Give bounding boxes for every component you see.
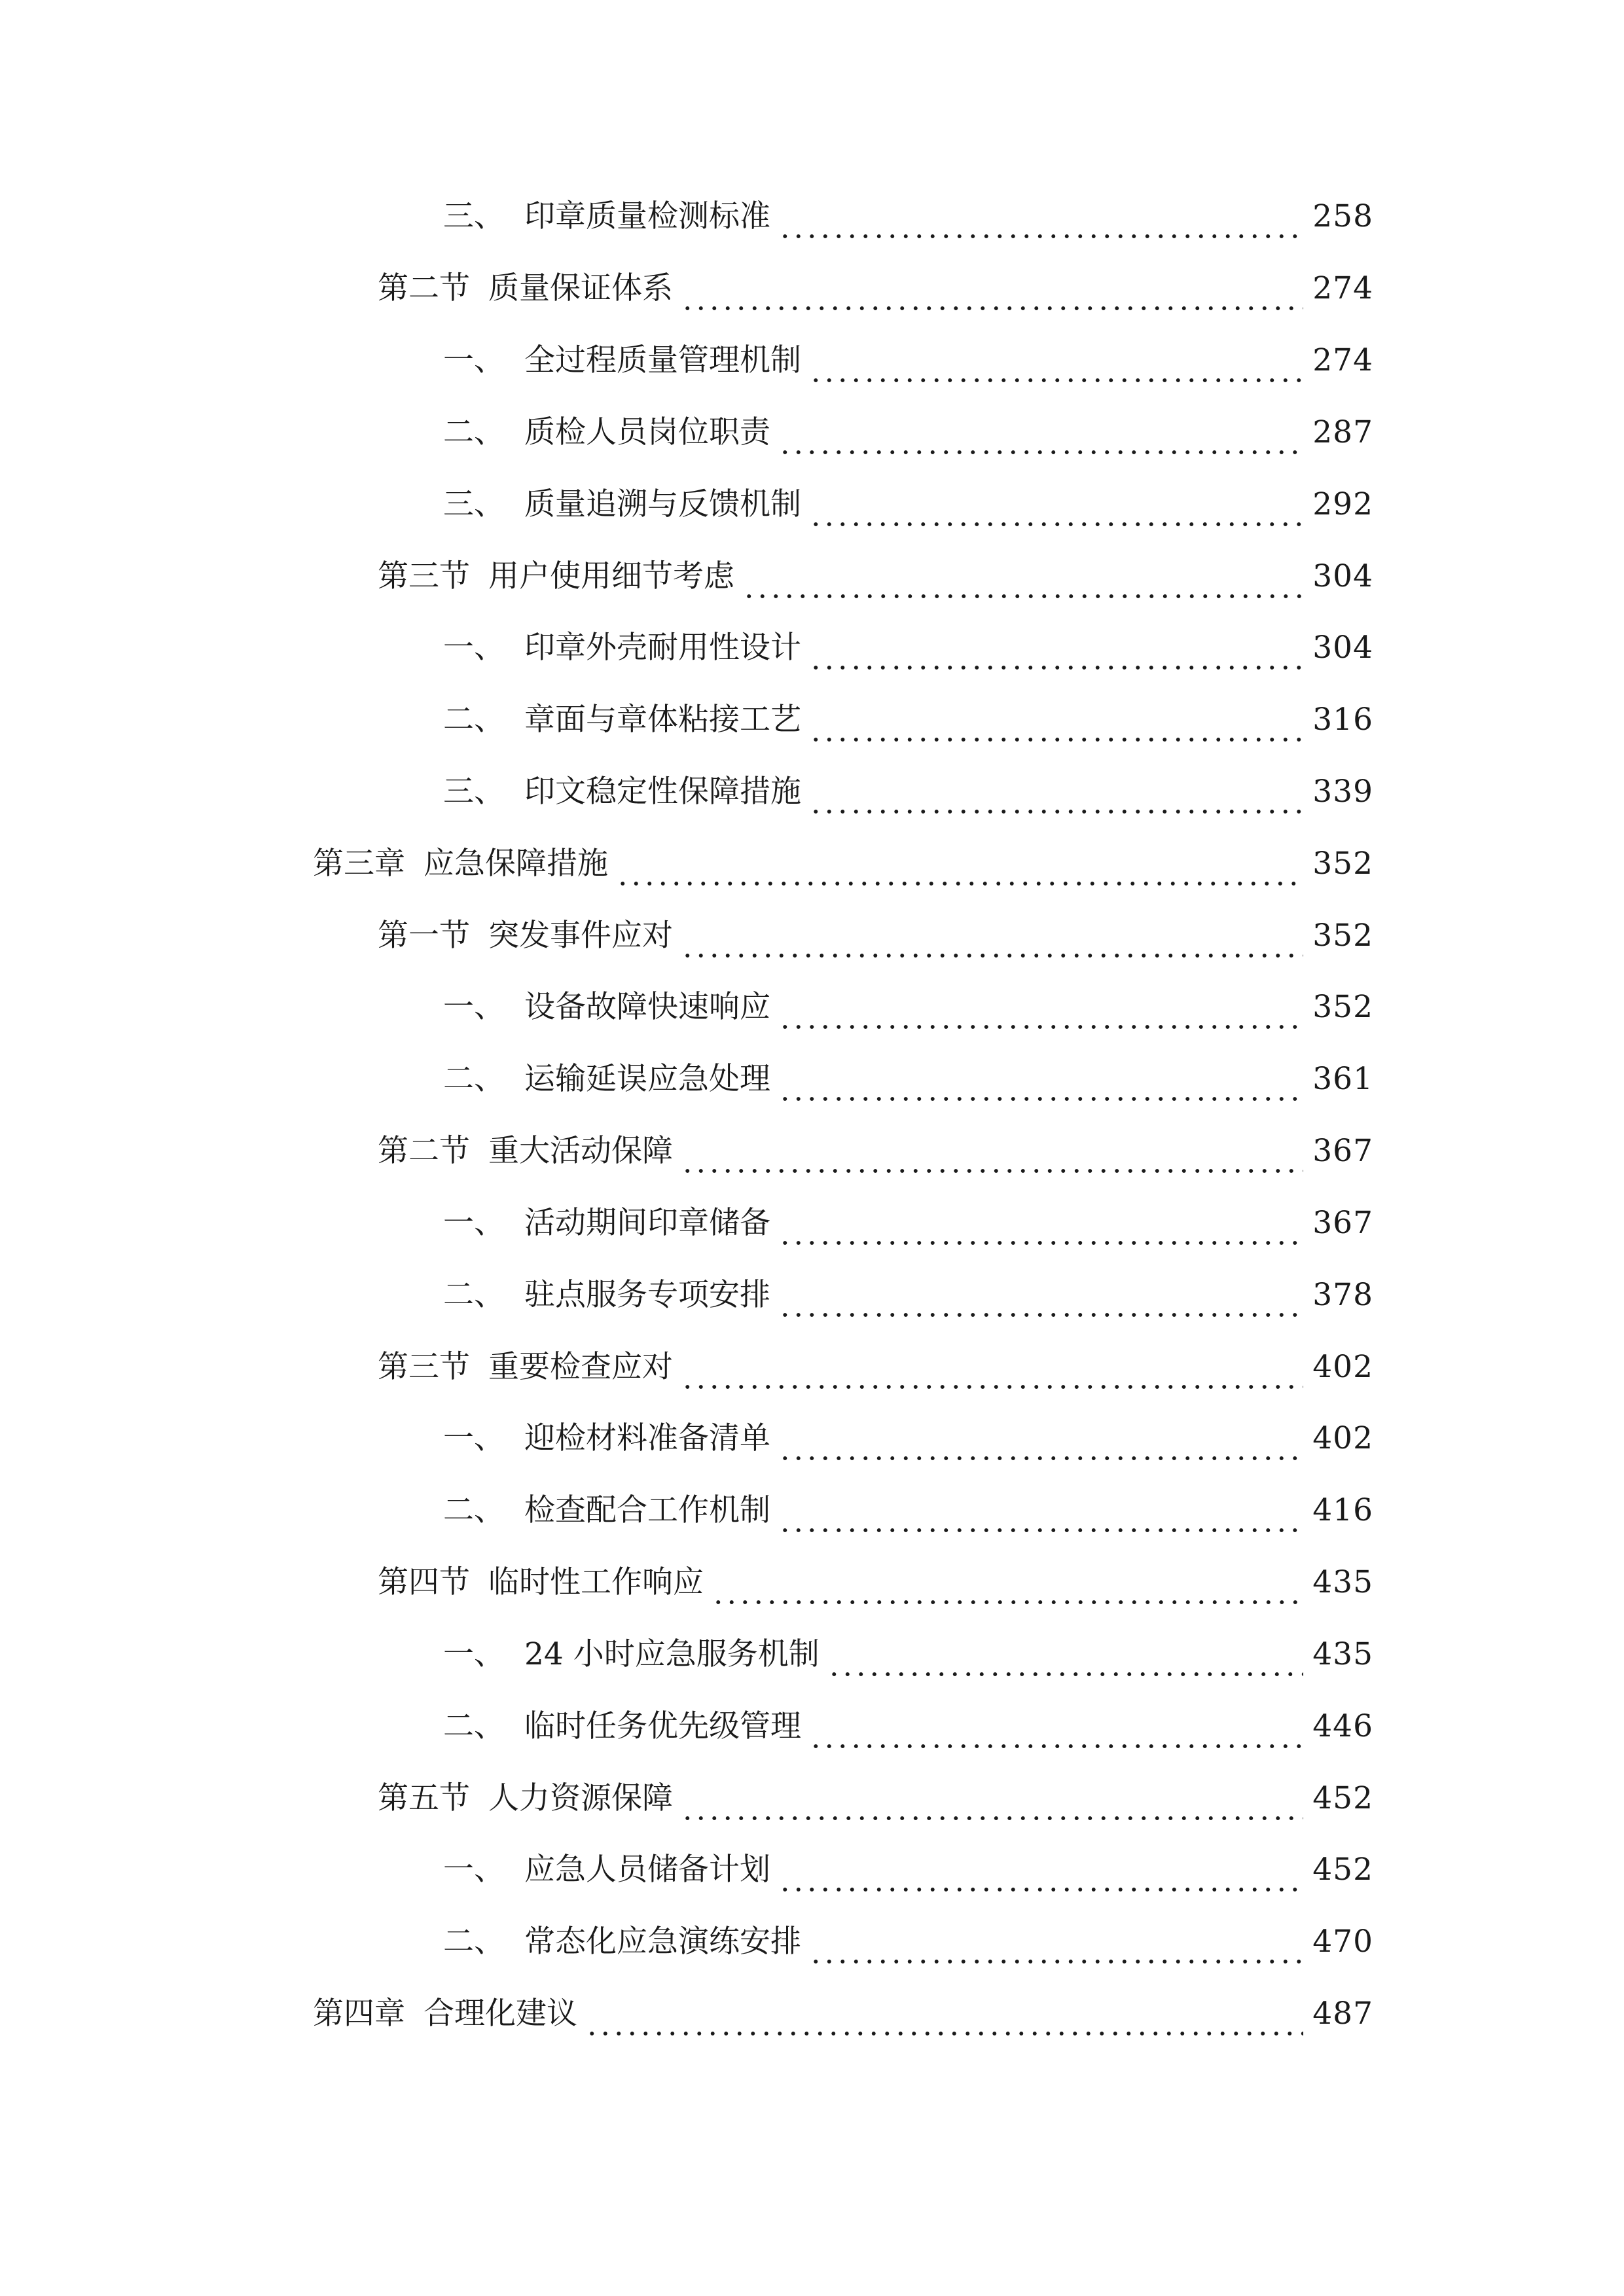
toc-entry[interactable] xyxy=(443,769,1373,815)
toc-entry-title: 临时任务优先级管理 xyxy=(524,1708,801,1744)
dot-leader xyxy=(712,1560,1303,1605)
toc-entry-page: 304 xyxy=(1312,558,1373,594)
toc-entry-number: 一、 xyxy=(443,1205,505,1241)
toc-entry-number: 二、 xyxy=(443,414,505,450)
toc-entry[interactable] xyxy=(443,410,1373,456)
toc-entry-page: 274 xyxy=(1312,342,1373,378)
toc-entry-title: 突发事件应对 xyxy=(488,918,673,954)
toc-entry[interactable] xyxy=(443,338,1373,384)
toc-entry[interactable] xyxy=(443,1272,1373,1318)
toc-entry-page: 435 xyxy=(1312,1564,1373,1600)
toc-entry-title: 检查配合工作机制 xyxy=(524,1492,770,1528)
toc-entry-title: 常态化应急演练安排 xyxy=(524,1924,801,1960)
toc-entry-number: 一、 xyxy=(443,1852,505,1888)
dot-leader xyxy=(809,1919,1303,1965)
toc-entry[interactable] xyxy=(443,1704,1373,1749)
toc-entry-number: 第四章 xyxy=(313,1996,405,2032)
toc-entry-page: 378 xyxy=(1312,1277,1373,1313)
toc-entry-title: 用户使用细节考虑 xyxy=(488,558,734,594)
toc-entry-number: 第三章 xyxy=(313,846,405,882)
toc-entry[interactable] xyxy=(378,1776,1373,1821)
toc-entry-page: 361 xyxy=(1312,1061,1373,1097)
dot-leader xyxy=(809,482,1303,528)
toc-entry[interactable] xyxy=(443,1488,1373,1534)
toc-entry-title: 印章质量检测标准 xyxy=(524,198,770,234)
toc-entry-number: 三、 xyxy=(443,486,505,522)
toc-entry-number: 二、 xyxy=(443,1492,505,1528)
toc-entry-title: 24 小时应急服务机制 xyxy=(524,1636,820,1672)
toc-entry-number: 三、 xyxy=(443,198,505,234)
toc-entry-page: 352 xyxy=(1312,846,1373,882)
dot-leader xyxy=(778,984,1303,1030)
toc-entry-page: 287 xyxy=(1312,414,1373,450)
toc-entry-page: 292 xyxy=(1312,486,1373,522)
toc-entry[interactable] xyxy=(443,1416,1373,1462)
toc-entry-page: 367 xyxy=(1312,1133,1373,1169)
dot-leader xyxy=(681,1776,1303,1821)
dot-leader xyxy=(778,410,1303,456)
toc-entry-number: 一、 xyxy=(443,989,505,1025)
toc-entry[interactable] xyxy=(443,1632,1373,1677)
dot-leader xyxy=(742,554,1303,600)
toc-entry[interactable] xyxy=(443,194,1373,240)
toc-entry-number: 第二节 xyxy=(378,270,470,306)
toc-entry-number: 第一节 xyxy=(378,918,470,954)
toc-entry-number: 二、 xyxy=(443,1061,505,1097)
toc-entry-title: 全过程质量管理机制 xyxy=(524,342,801,378)
toc-entry[interactable] xyxy=(378,1128,1373,1174)
toc-entry[interactable] xyxy=(313,1991,1373,2037)
dot-leader xyxy=(681,1344,1303,1390)
toc-entry-page: 352 xyxy=(1312,918,1373,954)
toc-entry-title: 质量追溯与反馈机制 xyxy=(524,486,801,522)
toc-entry-number: 第三节 xyxy=(378,558,470,594)
toc-entry[interactable] xyxy=(443,625,1373,671)
toc-entry-number: 一、 xyxy=(443,1420,505,1456)
dot-leader xyxy=(778,194,1303,240)
toc-entry[interactable] xyxy=(378,1560,1373,1605)
toc-entry-title: 活动期间印章储备 xyxy=(524,1205,770,1241)
toc-entry[interactable] xyxy=(313,841,1373,887)
toc-entry[interactable] xyxy=(443,1919,1373,1965)
toc-entry-page: 446 xyxy=(1312,1708,1373,1744)
toc-entry-title: 人力资源保障 xyxy=(488,1780,673,1816)
toc-entry-title: 重要检查应对 xyxy=(488,1349,673,1385)
toc-entry-number: 第五节 xyxy=(378,1780,470,1816)
dot-leader xyxy=(681,913,1303,959)
toc-entry-number: 第四节 xyxy=(378,1564,470,1600)
toc-entry[interactable] xyxy=(378,1344,1373,1390)
dot-leader xyxy=(778,1272,1303,1318)
toc-entry-title: 合理化建议 xyxy=(424,1996,577,2032)
dot-leader xyxy=(809,697,1303,743)
toc-entry-page: 402 xyxy=(1312,1349,1373,1385)
dot-leader xyxy=(778,1200,1303,1246)
toc-entry-title: 应急保障措施 xyxy=(424,846,608,882)
toc-entry-page: 487 xyxy=(1312,1996,1373,2032)
toc-entry-number: 一、 xyxy=(443,1636,505,1672)
dot-leader xyxy=(809,769,1303,815)
toc-entry[interactable] xyxy=(443,697,1373,743)
toc-entry-title: 印章外壳耐用性设计 xyxy=(524,630,801,666)
toc-entry-number: 二、 xyxy=(443,1277,505,1313)
toc-entry-number: 一、 xyxy=(443,630,505,666)
toc-entry-page: 352 xyxy=(1312,989,1373,1025)
dot-leader xyxy=(585,1991,1303,2037)
toc-entry-number: 二、 xyxy=(443,702,505,738)
dot-leader xyxy=(809,338,1303,384)
toc-entry-number: 三、 xyxy=(443,774,505,810)
toc-entry-number: 二、 xyxy=(443,1708,505,1744)
toc-entry-number: 二、 xyxy=(443,1924,505,1960)
toc-entry-page: 339 xyxy=(1312,774,1373,810)
toc-entry-title: 重大活动保障 xyxy=(488,1133,673,1169)
toc-entry-page: 316 xyxy=(1312,702,1373,738)
toc-entry[interactable] xyxy=(443,1847,1373,1893)
dot-leader xyxy=(778,1488,1303,1534)
toc-entry-page: 304 xyxy=(1312,630,1373,666)
dot-leader xyxy=(809,625,1303,671)
toc-entry-title: 设备故障快速响应 xyxy=(524,989,770,1025)
toc-entry-page: 258 xyxy=(1312,198,1373,234)
dot-leader xyxy=(827,1632,1304,1677)
toc-entry[interactable] xyxy=(443,984,1373,1030)
toc-entry-title: 应急人员储备计划 xyxy=(524,1852,770,1888)
toc-entry-page: 435 xyxy=(1312,1636,1373,1672)
toc-entry-number: 第二节 xyxy=(378,1133,470,1169)
toc-entry-page: 367 xyxy=(1312,1205,1373,1241)
toc-entry[interactable] xyxy=(443,1200,1373,1246)
dot-leader xyxy=(681,1128,1303,1174)
toc-entry-title: 驻点服务专项安排 xyxy=(524,1277,770,1313)
toc-entry-title: 临时性工作响应 xyxy=(488,1564,704,1600)
toc-entry-page: 452 xyxy=(1312,1780,1373,1816)
toc-entry[interactable] xyxy=(378,913,1373,959)
toc-entry[interactable] xyxy=(443,482,1373,528)
dot-leader xyxy=(778,1056,1303,1102)
dot-leader xyxy=(778,1416,1303,1462)
toc-entry-title: 章面与章体粘接工艺 xyxy=(524,702,801,738)
toc-entry-page: 402 xyxy=(1312,1420,1373,1456)
toc-entry-title: 迎检材料准备清单 xyxy=(524,1420,770,1456)
toc-entry-title: 质量保证体系 xyxy=(488,270,673,306)
toc-entry-page: 274 xyxy=(1312,270,1373,306)
toc-entry[interactable] xyxy=(443,1056,1373,1102)
toc-entry-page: 470 xyxy=(1312,1924,1373,1960)
toc-entry-number: 第三节 xyxy=(378,1349,470,1385)
toc-entry[interactable] xyxy=(378,266,1373,312)
toc-entry-number: 一、 xyxy=(443,342,505,378)
dot-leader xyxy=(681,266,1303,312)
dot-leader xyxy=(616,841,1303,887)
toc-entry[interactable] xyxy=(378,554,1373,600)
toc-entry-title: 质检人员岗位职责 xyxy=(524,414,770,450)
toc-entry-page: 416 xyxy=(1312,1492,1373,1528)
dot-leader xyxy=(778,1847,1303,1893)
dot-leader xyxy=(809,1704,1303,1749)
toc-entry-page: 452 xyxy=(1312,1852,1373,1888)
toc-entry-title: 印文稳定性保障措施 xyxy=(524,774,801,810)
toc-entry-title: 运输延误应急处理 xyxy=(524,1061,770,1097)
